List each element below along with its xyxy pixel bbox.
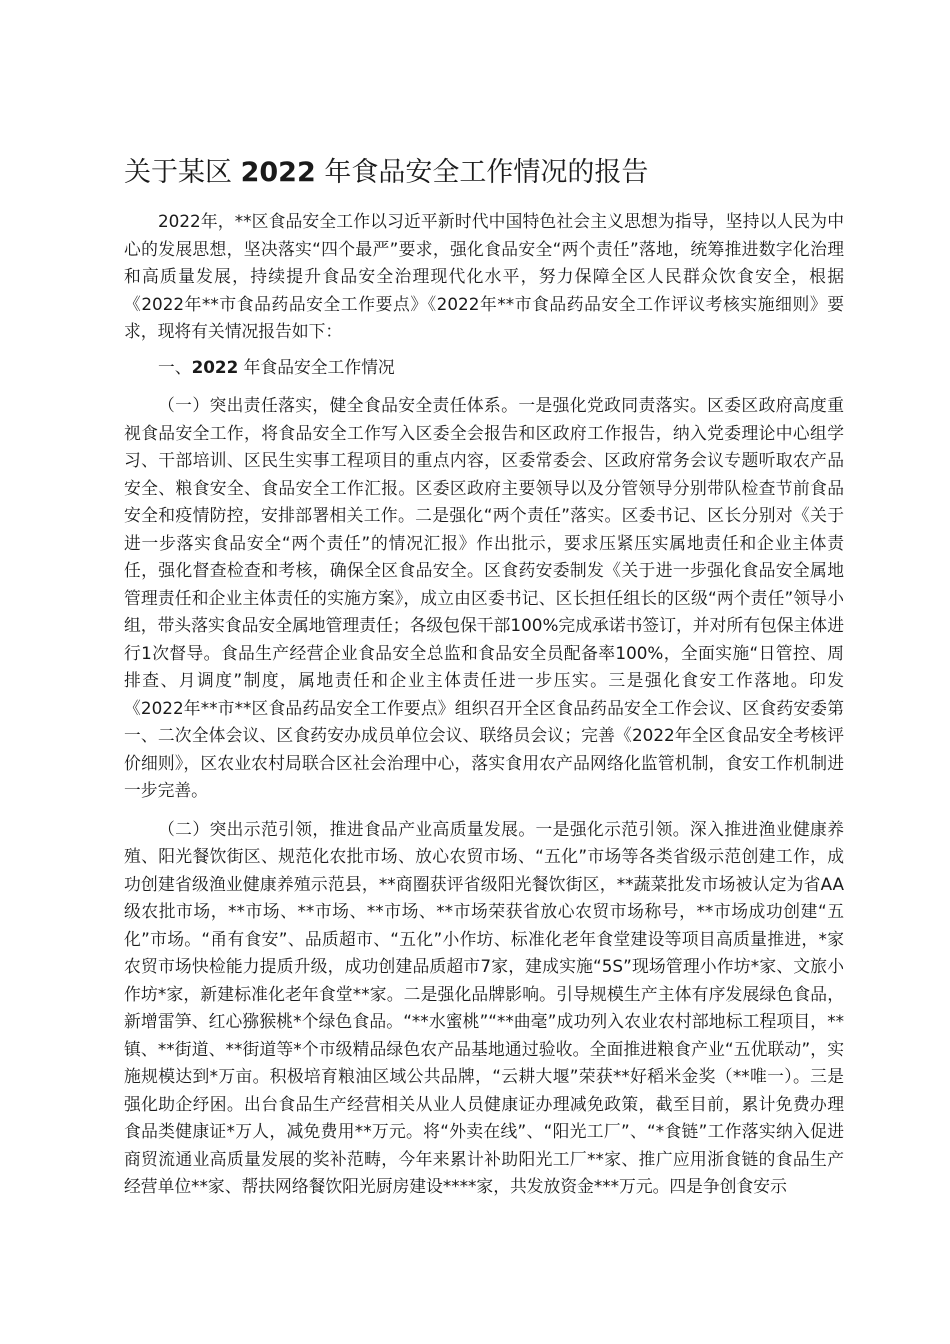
intro-paragraph: 2022年，**区食品安全工作以习近平新时代中国特色社会主义思想为指导，坚持以人民为中心的发展思想，坚决落实“四个最严”要求，强化食品安全“两个责任”落地，统筹推进数字化治理和高质量发展，持续提升食品安全治理现代化水平，努力保障全区人民群众饮食安全，根据《2022年**市食品药品安全工作要点》《2022年**市食品药品安全工作评议考核实施细则》要求，现将有关情况报告如下： bbox=[124, 211, 844, 341]
section-title: 年食品安全工作情况 bbox=[243, 356, 395, 377]
paragraph-responsibility: （一）突出责任落实，健全食品安全责任体系。一是强化党政同责落实。区委区政府高度重视食品安全工作，将食品安全工作写入区委全会报告和区政府工作报告，纳入党委理论中心组学习、干部培训、区民生实事工程项目的重点内容，区委常委会、区政府常务会议专题听取农产品安全、粮食安全、食品安全工作汇报。区委区政府主要领导以及分管领导分别带队检查节前食品安全和疫情防控，安排部署相关工作。二是强化“两个责任”落实。区委书记、区长分别对《关于进一步落实食品安全“两个责任”的情况汇报》作出批示，要求压紧压实属地责任和企业主体责任，强化督查检查和考核，确保全区食品安全。区食药安委制发《关于进一步强化食品安全属地管理责任和企业主体责任的实施方案》，成立由区委书记、区长担任组长的区级“两个责任”领导小组，带头落实食品安全属地管理责任；各级包保干部100%完成承诺书签订，并对所有包保主体进行1次督导。食品生产经营企业食品安全总监和食品安全员配备率100%，全面实施“日管控、周排查、月调度”制度，属地责任和企业主体责任进一步压实。三是强化食安工作落地。印发《2022年**市**区食品药品安全工作要点》组织召开全区食品药品安全工作会议、区食药安委第一、二次全体会议、区食药安办成员单位会议、联络员会议；完善《2022年全区食品安全考核评价细则》，区农业农村局联合区社会治理中心，落实食用农产品网络化监管机制，食安工作机制进一步完善。 bbox=[124, 395, 844, 800]
section-number: 一、 bbox=[158, 356, 192, 377]
paragraph-demonstration: （二）突出示范引领，推进食品产业高质量发展。一是强化示范引领。深入推进渔业健康养殖、阳光餐饮街区、规范化农批市场、放心农贸市场、“五化”市场等各类省级示范创建工作，成功创建省级渔业健康养殖示范县，**商圈获评省级阳光餐饮街区，**蔬菜批发市场被认定为省AA级农批市场，**市场、**市场、**市场、**市场荣获省放心农贸市场称号，**市场成功创建“五化”市场。“甬有食安”、品质超市、“五化”小作坊、标准化老年食堂建设等项目高质量推进，*家农贸市场快检能力提质升级，成功创建品质超市7家，建成实施“5S”现场管理小作坊*家、文旅小作坊*家，新建标准化老年食堂**家。二是强化品牌影响。引导规模生产主体有序发展绿色食品，新增雷笋、红心猕猴桃*个绿色食品。“**水蜜桃”“**曲毫”成功列入农业农村部地标工程项目，**镇、**街道、**街道等*个市级精品绿色农产品基地通过验收。全面推进粮食产业“五优联动”，实施规模达到*万亩。积极培育粮油区域公共品牌，“云耕大堰”荣获**好稻米金奖（**唯一）。三是强化助企纾困。出台食品生产经营相关从业人员健康证办理减免政策，截至目前，累计免费办理食品类健康证*万人，减免费用**万元。将“外卖在线”、“阳光工厂”、“*食链”工作落实纳入促进商贸流通业高质量发展的奖补范畴，今年来累计补助阳光工厂**家、推广应用浙食链的食品生产经营单位**家、帮扶网络餐饮阳光厨房建设****家，共发放资金***万元。四是争创食安示 bbox=[124, 818, 844, 1196]
title-suffix: 年食品安全工作情况的报告 bbox=[324, 157, 649, 188]
title-year: 2022 bbox=[240, 157, 316, 188]
title-prefix: 关于某区 bbox=[124, 157, 232, 188]
document-title bbox=[124, 153, 844, 193]
section-heading bbox=[124, 354, 844, 382]
section-year: 2022 bbox=[191, 356, 239, 377]
document-body bbox=[124, 208, 844, 1201]
